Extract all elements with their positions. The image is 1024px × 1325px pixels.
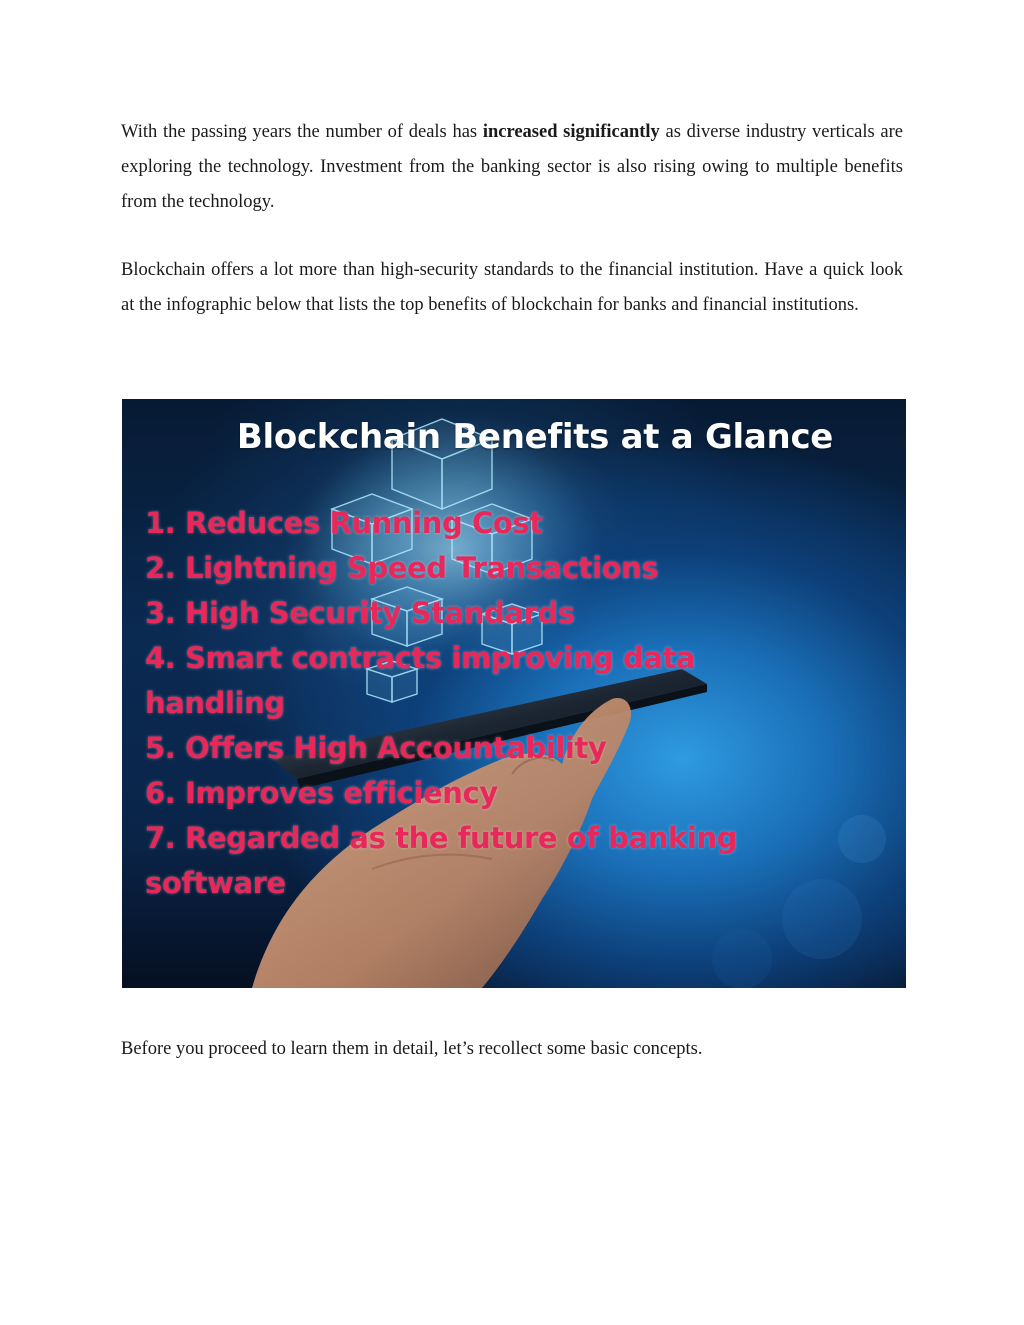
benefit-item: 4. Smart contracts improving data — [145, 641, 696, 675]
paragraph-deals-text-start: With the passing years the number of deals has — [121, 122, 483, 142]
benefit-item: 3. High Security Standards — [145, 596, 575, 630]
paragraph-deals-text-end: as diverse industry verticals are exploring the technology. Investment from the banking sector is also rising owing to multiple benefits from the technology. — [121, 122, 903, 212]
benefit-item: 6. Improves efficiency — [145, 776, 498, 810]
paragraph-deals — [121, 115, 903, 220]
benefit-item: 2. Lightning Speed Transactions — [145, 551, 659, 585]
paragraph-before-you-proceed: Before you proceed to learn them in detail, let’s recollect some basic concepts. — [121, 1039, 703, 1059]
infographic-title: Blockchain Benefits at a Glance — [236, 417, 834, 457]
benefit-item-continuation: handling — [145, 686, 285, 720]
bold-phrase: increased significantly — [482, 122, 660, 142]
blockchain-infographic — [122, 399, 906, 988]
benefit-item: 1. Reduces Running Cost — [145, 506, 543, 540]
benefit-item-continuation: software — [145, 866, 286, 900]
benefit-item: 5. Offers High Accountability — [145, 731, 607, 765]
benefits-list — [145, 501, 737, 906]
benefit-item: 7. Regarded as the future of banking — [145, 821, 738, 855]
paragraph-blockchain-offers: Blockchain offers a lot more than high-security standards to the financial institution. Have a quick look at the infographic below that lists the top benefits of blockchain for banks and financial institutions. — [121, 260, 903, 315]
